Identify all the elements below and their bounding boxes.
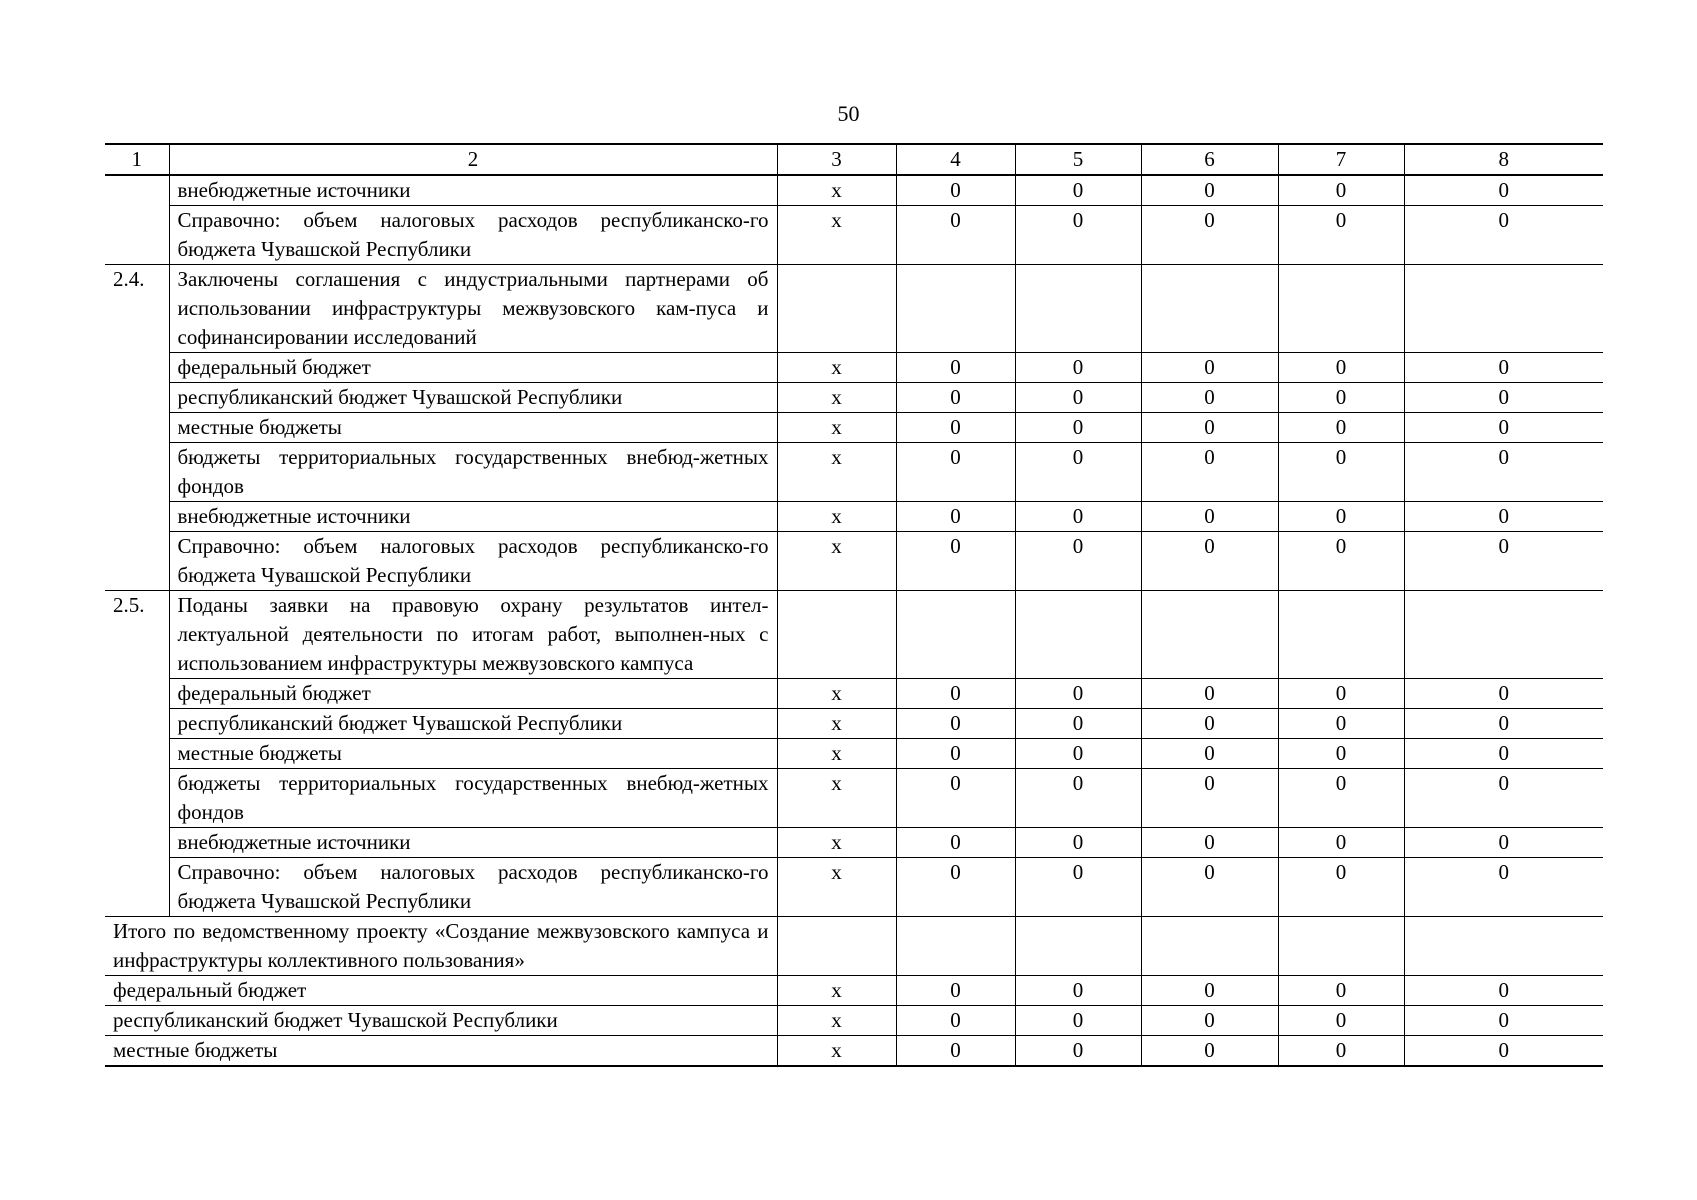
value-cell: 0 xyxy=(1404,858,1603,917)
value-cell: 0 xyxy=(896,1036,1015,1067)
value-cell: 0 xyxy=(1404,383,1603,413)
row-label: бюджеты территориальных государственных внебюд-жетных фондов xyxy=(169,443,777,502)
value-cell: 0 xyxy=(1141,175,1278,206)
value-cell: 0 xyxy=(1141,1006,1278,1036)
row-label: Справочно: объем налоговых расходов республиканско-го бюджета Чувашской Республики xyxy=(169,532,777,591)
section-title: Поданы заявки на правовую охрану результатов интел-лектуальной деятельности по итогам работ, выполнен-ных с использованием инфраструктуры межвузовского кампуса xyxy=(169,591,777,679)
value-cell: 0 xyxy=(896,383,1015,413)
section-title: Заключены соглашения с индустриальными партнерами об использовании инфраструктуры межвузовского кам-пуса и софинансировании исследований xyxy=(169,265,777,353)
value-cell: 0 xyxy=(1015,413,1141,443)
value-cell: 0 xyxy=(1278,1036,1404,1067)
row-label: местные бюджеты xyxy=(169,413,777,443)
header-cell: 7 xyxy=(1278,144,1404,175)
row-label: местные бюджеты xyxy=(105,1036,777,1067)
empty-cell xyxy=(896,591,1015,679)
table-row xyxy=(105,502,1603,532)
value-cell: х xyxy=(777,828,896,858)
value-cell: 0 xyxy=(896,769,1015,828)
value-cell: 0 xyxy=(1015,828,1141,858)
value-cell: 0 xyxy=(1278,976,1404,1006)
value-cell: 0 xyxy=(1015,443,1141,502)
value-cell: 0 xyxy=(1404,769,1603,828)
value-cell: 0 xyxy=(1015,1036,1141,1067)
empty-cell xyxy=(1141,265,1278,353)
value-cell: 0 xyxy=(1404,1006,1603,1036)
value-cell: 0 xyxy=(1141,206,1278,265)
value-cell: 0 xyxy=(1278,739,1404,769)
value-cell: 0 xyxy=(1015,858,1141,917)
value-cell: 0 xyxy=(1404,532,1603,591)
value-cell: 0 xyxy=(896,1006,1015,1036)
value-cell: 0 xyxy=(1278,709,1404,739)
row-label: бюджеты территориальных государственных внебюд-жетных фондов xyxy=(169,769,777,828)
table-row xyxy=(105,769,1603,828)
empty-cell xyxy=(1278,265,1404,353)
total-title: Итого по ведомственному проекту «Создание межвузовского кампуса и инфраструктуры коллективного пользования» xyxy=(105,917,777,976)
empty-cell xyxy=(1404,265,1603,353)
budget-table xyxy=(105,143,1603,1067)
table-row xyxy=(105,709,1603,739)
value-cell: 0 xyxy=(1278,532,1404,591)
value-cell: 0 xyxy=(1015,353,1141,383)
value-cell: 0 xyxy=(896,353,1015,383)
value-cell: 0 xyxy=(1015,679,1141,709)
value-cell: 0 xyxy=(1015,206,1141,265)
value-cell: 0 xyxy=(1404,443,1603,502)
value-cell: 0 xyxy=(1404,976,1603,1006)
row-label: внебюджетные источники xyxy=(169,175,777,206)
row-label: федеральный бюджет xyxy=(169,679,777,709)
value-cell: 0 xyxy=(1404,1036,1603,1067)
row-label: республиканский бюджет Чувашской Республики xyxy=(169,383,777,413)
value-cell: х xyxy=(777,383,896,413)
value-cell: 0 xyxy=(1278,175,1404,206)
table-row xyxy=(105,532,1603,591)
value-cell: х xyxy=(777,443,896,502)
header-cell: 3 xyxy=(777,144,896,175)
empty-cell xyxy=(1404,591,1603,679)
empty-cell xyxy=(1015,265,1141,353)
value-cell: х xyxy=(777,532,896,591)
header-cell: 4 xyxy=(896,144,1015,175)
row-label: республиканский бюджет Чувашской Республики xyxy=(169,709,777,739)
value-cell: 0 xyxy=(1404,175,1603,206)
value-cell: х xyxy=(777,175,896,206)
value-cell: 0 xyxy=(896,739,1015,769)
value-cell: 0 xyxy=(1015,502,1141,532)
value-cell: 0 xyxy=(1141,709,1278,739)
value-cell: 0 xyxy=(1404,828,1603,858)
header-cell: 5 xyxy=(1015,144,1141,175)
table-row xyxy=(105,679,1603,709)
value-cell: х xyxy=(777,769,896,828)
row-label: Справочно: объем налоговых расходов республиканско-го бюджета Чувашской Республики xyxy=(169,206,777,265)
section-title-row xyxy=(105,591,1603,679)
value-cell: 0 xyxy=(1278,413,1404,443)
empty-cell xyxy=(1278,591,1404,679)
empty-cell xyxy=(1404,917,1603,976)
empty-cell xyxy=(896,917,1015,976)
empty-cell xyxy=(1015,917,1141,976)
empty-cell xyxy=(777,265,896,353)
value-cell: 0 xyxy=(1141,679,1278,709)
header-row xyxy=(105,144,1603,175)
header-cell: 8 xyxy=(1404,144,1603,175)
value-cell: 0 xyxy=(896,502,1015,532)
value-cell: 0 xyxy=(1278,679,1404,709)
value-cell: 0 xyxy=(896,532,1015,591)
header-cell: 2 xyxy=(169,144,777,175)
table-body xyxy=(105,144,1603,1066)
value-cell: х xyxy=(777,353,896,383)
value-cell: х xyxy=(777,1036,896,1067)
row-number-cell xyxy=(105,206,169,265)
section-title-row xyxy=(105,265,1603,353)
value-cell: 0 xyxy=(1015,739,1141,769)
value-cell: 0 xyxy=(1404,353,1603,383)
value-cell: 0 xyxy=(1141,383,1278,413)
value-cell: х xyxy=(777,1006,896,1036)
empty-cell xyxy=(777,591,896,679)
value-cell: х xyxy=(777,206,896,265)
table-row xyxy=(105,175,1603,206)
value-cell: х xyxy=(777,679,896,709)
total-row xyxy=(105,976,1603,1006)
header-cell: 6 xyxy=(1141,144,1278,175)
row-label: местные бюджеты xyxy=(169,739,777,769)
table-row xyxy=(105,443,1603,502)
row-label: республиканский бюджет Чувашской Республики xyxy=(105,1006,777,1036)
table-row xyxy=(105,413,1603,443)
value-cell: 0 xyxy=(1141,828,1278,858)
value-cell: 0 xyxy=(1015,769,1141,828)
value-cell: 0 xyxy=(1404,709,1603,739)
value-cell: х xyxy=(777,502,896,532)
empty-cell xyxy=(1015,591,1141,679)
value-cell: 0 xyxy=(1015,709,1141,739)
empty-cell xyxy=(1141,591,1278,679)
value-cell: 0 xyxy=(1404,502,1603,532)
value-cell: 0 xyxy=(896,413,1015,443)
value-cell: 0 xyxy=(896,858,1015,917)
value-cell: 0 xyxy=(1141,443,1278,502)
value-cell: 0 xyxy=(1141,502,1278,532)
value-cell: 0 xyxy=(1141,413,1278,443)
value-cell: 0 xyxy=(1278,502,1404,532)
value-cell: 0 xyxy=(1278,443,1404,502)
value-cell: х xyxy=(777,739,896,769)
value-cell: 0 xyxy=(1141,976,1278,1006)
value-cell: 0 xyxy=(1015,976,1141,1006)
row-label: Справочно: объем налоговых расходов республиканско-го бюджета Чувашской Республики xyxy=(169,858,777,917)
value-cell: 0 xyxy=(1141,739,1278,769)
value-cell: 0 xyxy=(1278,206,1404,265)
value-cell: х xyxy=(777,413,896,443)
page-number: 50 xyxy=(837,101,860,126)
empty-cell xyxy=(1141,917,1278,976)
table-row xyxy=(105,739,1603,769)
value-cell: 0 xyxy=(1141,858,1278,917)
value-cell: 0 xyxy=(896,175,1015,206)
value-cell: 0 xyxy=(1141,532,1278,591)
value-cell: 0 xyxy=(1278,383,1404,413)
value-cell: х xyxy=(777,858,896,917)
value-cell: 0 xyxy=(896,828,1015,858)
table-row xyxy=(105,858,1603,917)
value-cell: 0 xyxy=(896,443,1015,502)
value-cell: 0 xyxy=(1278,769,1404,828)
row-label: федеральный бюджет xyxy=(105,976,777,1006)
value-cell: 0 xyxy=(896,679,1015,709)
total-row xyxy=(105,1006,1603,1036)
value-cell: 0 xyxy=(1141,1036,1278,1067)
table-row xyxy=(105,353,1603,383)
value-cell: 0 xyxy=(1015,532,1141,591)
empty-cell xyxy=(896,265,1015,353)
row-label: федеральный бюджет xyxy=(169,353,777,383)
value-cell: 0 xyxy=(1404,206,1603,265)
table-row xyxy=(105,383,1603,413)
header-cell: 1 xyxy=(105,144,169,175)
value-cell: 0 xyxy=(1404,679,1603,709)
value-cell: 0 xyxy=(1278,353,1404,383)
value-cell: 0 xyxy=(1141,769,1278,828)
value-cell: 0 xyxy=(1015,1006,1141,1036)
value-cell: 0 xyxy=(1015,175,1141,206)
value-cell: 0 xyxy=(1278,828,1404,858)
row-number-cell xyxy=(105,175,169,206)
row-label: внебюджетные источники xyxy=(169,828,777,858)
value-cell: 0 xyxy=(896,206,1015,265)
value-cell: 0 xyxy=(896,976,1015,1006)
value-cell: 0 xyxy=(896,709,1015,739)
value-cell: 0 xyxy=(1141,353,1278,383)
value-cell: 0 xyxy=(1015,383,1141,413)
total-title-row xyxy=(105,917,1603,976)
row-label: внебюджетные источники xyxy=(169,502,777,532)
value-cell: х xyxy=(777,709,896,739)
section-number: 2.5. xyxy=(105,591,169,917)
table-row xyxy=(105,828,1603,858)
empty-cell xyxy=(1278,917,1404,976)
value-cell: 0 xyxy=(1404,413,1603,443)
value-cell: 0 xyxy=(1404,739,1603,769)
empty-cell xyxy=(777,917,896,976)
value-cell: 0 xyxy=(1278,1006,1404,1036)
value-cell: х xyxy=(777,976,896,1006)
value-cell: 0 xyxy=(1278,858,1404,917)
section-number: 2.4. xyxy=(105,265,169,591)
total-row xyxy=(105,1036,1603,1067)
table-row xyxy=(105,206,1603,265)
